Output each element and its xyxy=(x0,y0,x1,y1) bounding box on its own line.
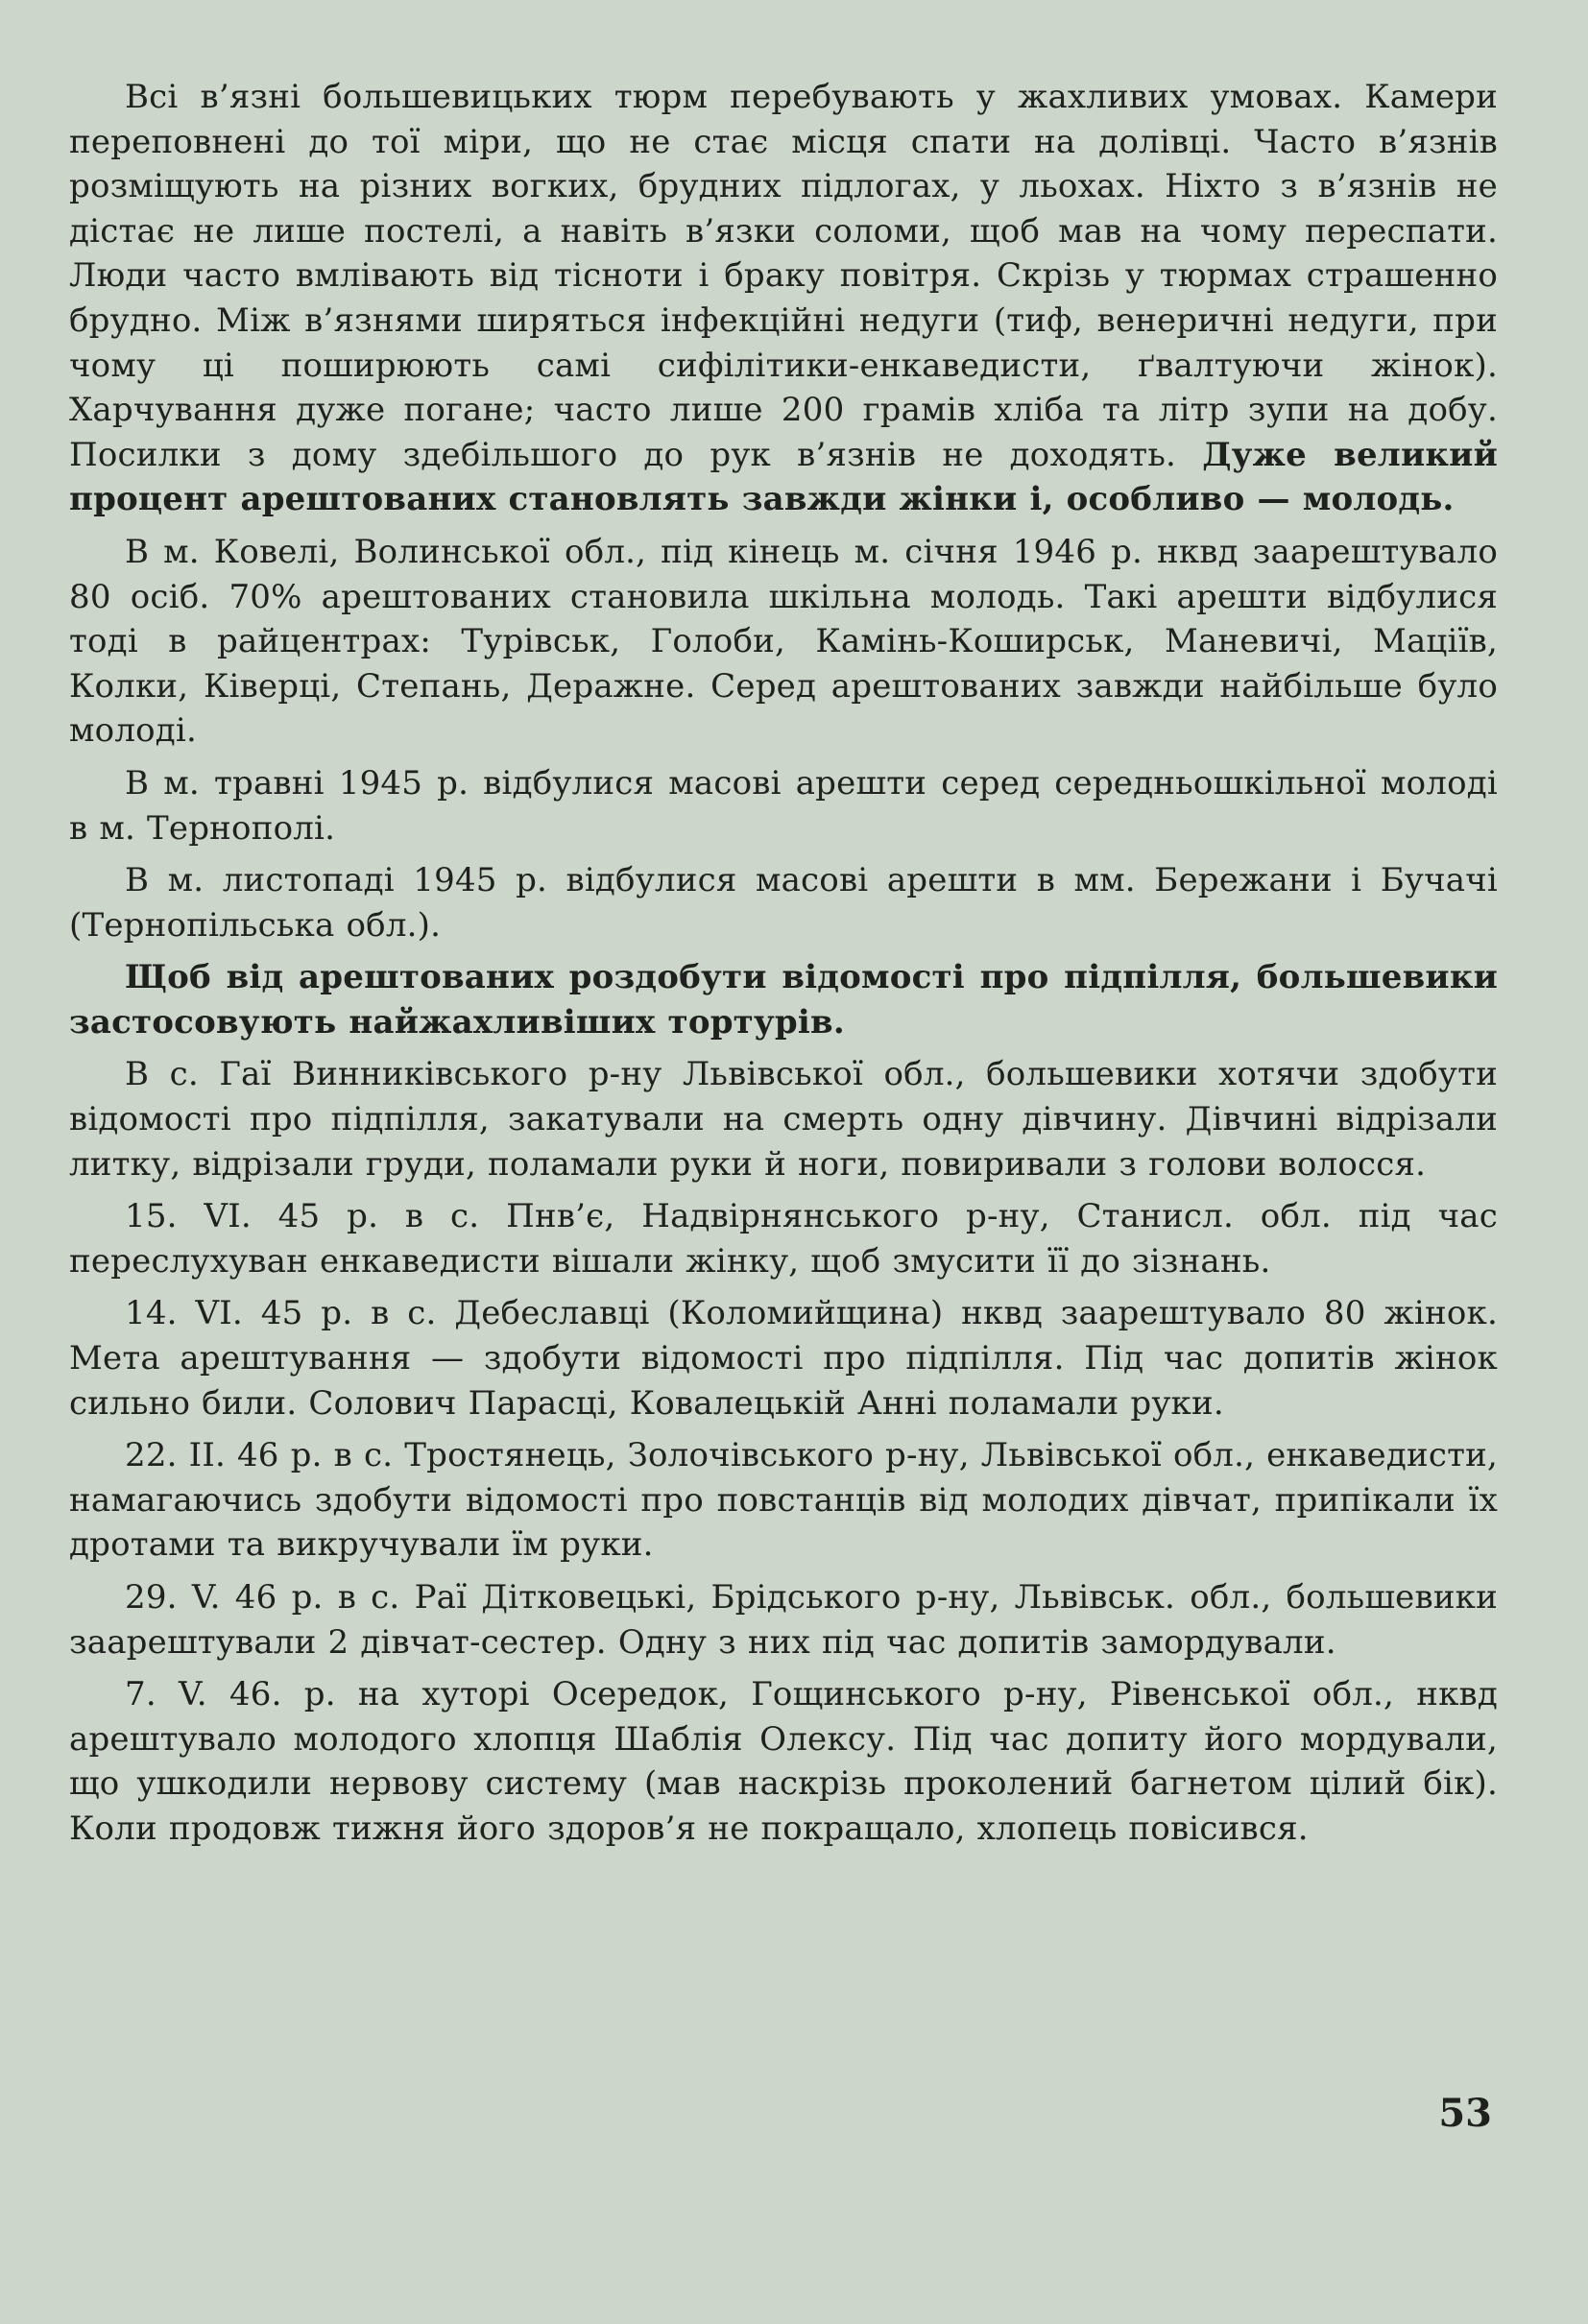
paragraph-5 xyxy=(69,955,1498,1044)
paragraph-3-text: В м. травні 1945 р. відбулися масові арешти серед середньошкільної молоді в м. Тернополі. xyxy=(69,763,1498,848)
paragraph-7 xyxy=(69,1194,1498,1283)
paragraph-2-text: В м. Ковелі, Волинської обл., під кінець м. січня 1946 р. нквд заарештувало 80 осіб. 70% арештованих становила шкільна молодь. Такі арешти відбулися тоді в райцентрах: Турівськ, Голоби, Камінь-Коширськ, Маневичі, Маціїв, Колки, Ківерці, Степань, Деражне. Серед арештованих завжди найбільше було молоді. xyxy=(69,532,1498,751)
paragraph-1 xyxy=(69,75,1498,522)
paragraph-6-text: В с. Гаї Винниківського р-ну Львівської обл., большевики хотячи здобути відомості про підпілля, закатували на смерть одну дівчину. Дівчині відрізали литку, відрізали груди, поламали руки й ноги, повиривали з голови волосся. xyxy=(69,1055,1498,1184)
paragraph-4-text: В м. листопаді 1945 р. відбулися масові арешти в мм. Бережани і Бучачі (Тернопільська обл.). xyxy=(69,861,1498,945)
paragraph-1-bold: Дуже великий процент арештованих становлять завжди жінки і, особливо — молодь. xyxy=(69,435,1498,519)
paragraph-3 xyxy=(69,761,1498,851)
body-text xyxy=(69,75,1498,1859)
paragraph-1-text: Всі в’язні большевицьких тюрм перебувають у жахливих умовах. Камери переповнені до тої міри, що не стає місця спати на долівці. Часто в’язнів розміщують на різних вогких, брудних підлогах, у льохах. Ніхто з в’язнів не дістає не лише постелі, а навіть в’язки соломи, щоб мав на чому переспати. Люди часто вмлівають від тісноти і браку повітря. Скрізь у тюрмах страшенно брудно. Між в’язнями ширяться інфекційні недуги (тиф, венеричні недуги, при чому ці поширюють самі сифілітики-енкаведисти, ґвалтуючи жінок). Харчування дуже погане; часто лише 200 грамів хліба та літр зупи на добу. Посилки з дому здебільшого до рук в’язнів не доходять. xyxy=(69,78,1498,474)
paragraph-9 xyxy=(69,1433,1498,1568)
page-number: 53 xyxy=(1438,2091,1492,2136)
paragraph-11-text: 7. V. 46. р. на хуторі Осередок, Гощинського р-ну, Рівенської обл., нквд арештувало молодого хлопця Шаблія Олексу. Під час допиту його мордували, що ушкодили нервову систему (мав наскрізь проколений багнетом цілий бік). Коли продовж тижня його здоров’я не покращало, хлопець повісився. xyxy=(69,1675,1498,1848)
paragraph-7-text: 15. VI. 45 р. в с. Пнв’є, Надвірнянського р-ну, Станисл. обл. під час переслухуван енкаведисти вішали жінку, щоб змусити її до зізнань. xyxy=(69,1197,1498,1281)
paragraph-4 xyxy=(69,858,1498,947)
paragraph-10-text: 29. V. 46 р. в с. Раї Дітковецькі, Брідського р-ну, Львівськ. обл., большевики заарештували 2 дівчат-сестер. Одну з них під час допитів замордували. xyxy=(69,1578,1498,1662)
paragraph-5-bold: Щоб від арештованих роздобути відомості про підпілля, большевики застосовують найжахливіших тортурів. xyxy=(69,958,1498,1042)
paragraph-8 xyxy=(69,1291,1498,1426)
paragraph-8-text: 14. VI. 45 р. в с. Дебеславці (Коломийщина) нквд заарештувало 80 жінок. Мета арештування — здобути відомості про підпілля. Під час допитів жінок сильно били. Солович Парасці, Ковалецькій Анні поламали руки. xyxy=(69,1294,1498,1423)
paragraph-10 xyxy=(69,1575,1498,1665)
paragraph-11 xyxy=(69,1672,1498,1851)
paragraph-6 xyxy=(69,1052,1498,1186)
paragraph-2 xyxy=(69,530,1498,754)
paragraph-9-text: 22. II. 46 р. в с. Тростянець, Золочівського р-ну, Львівської обл., енкаведисти, намагаючись здобути відомості про повстанців від молодих дівчат, припікали їх дротами та викручували їм руки. xyxy=(69,1436,1498,1565)
